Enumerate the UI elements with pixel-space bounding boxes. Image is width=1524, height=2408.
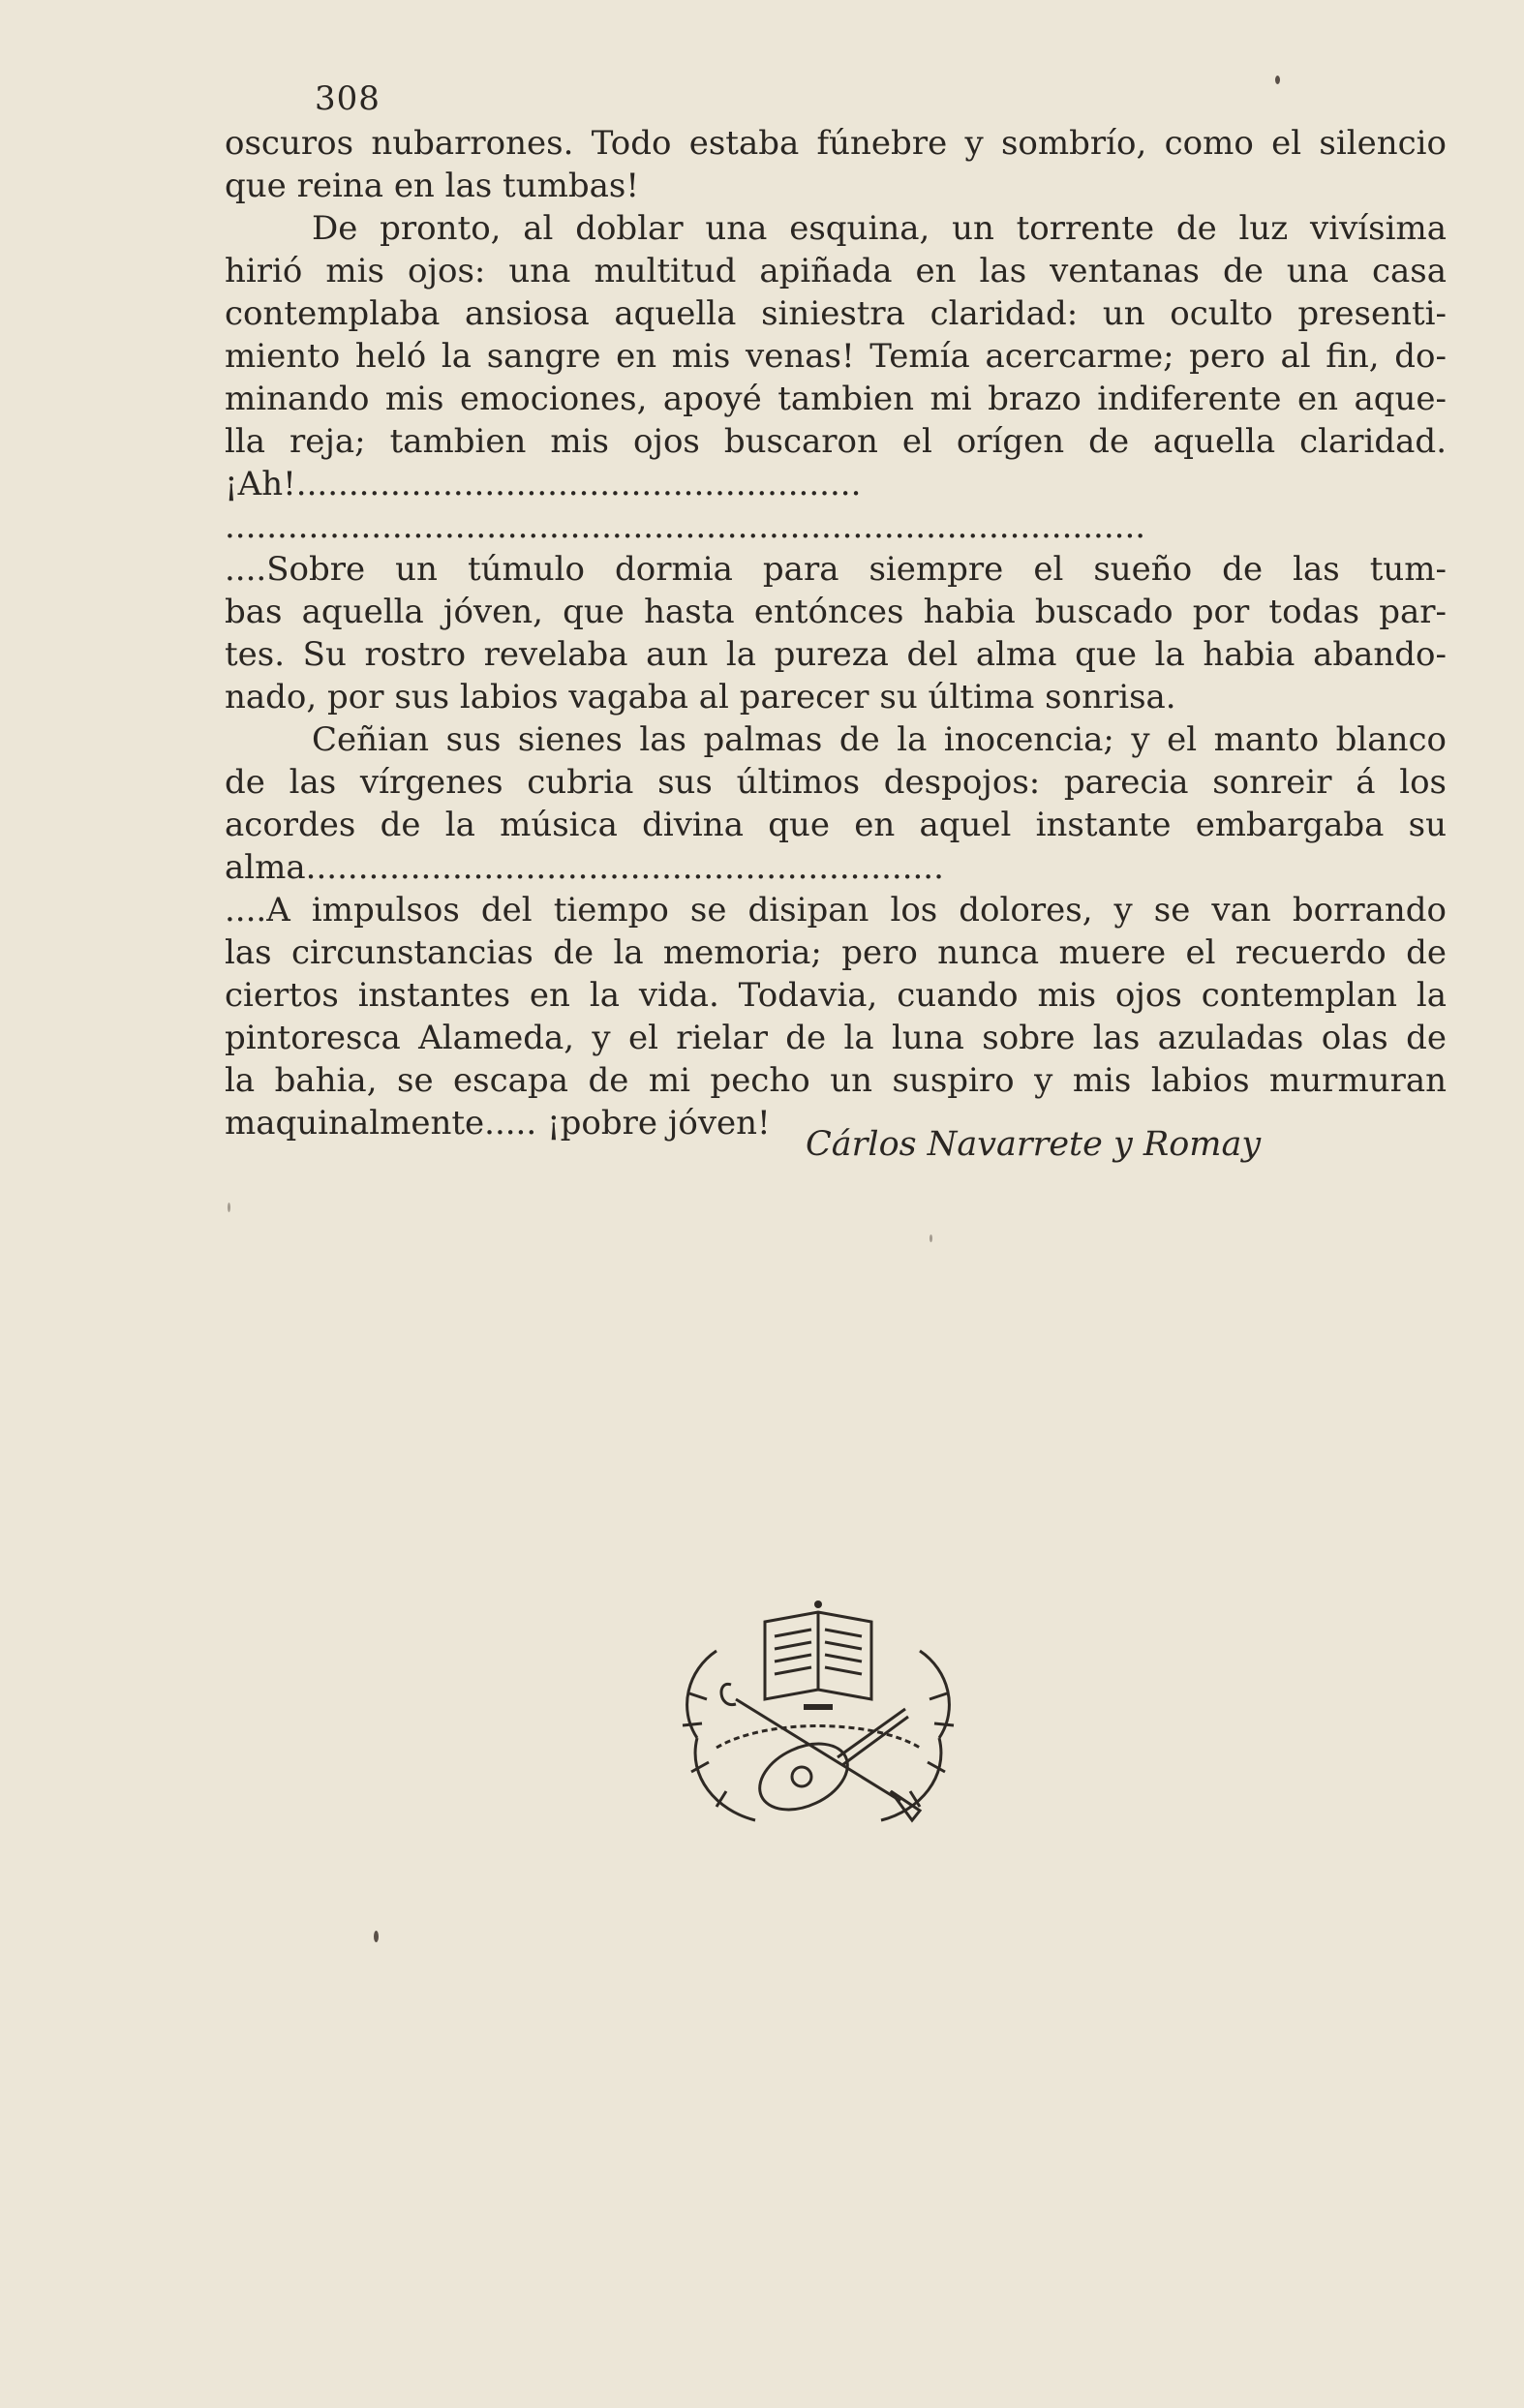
text-line: que reina en las tumbas! [225, 167, 639, 205]
paper-speck [1275, 76, 1280, 84]
paper-speck [374, 1931, 379, 1942]
text-line: ....Sobre un túmulo dormia para siempre el sueño de las tum- [225, 550, 1447, 589]
text-line: minando mis emociones, apoyé tambien mi brazo indiferente en aque- [225, 380, 1447, 418]
text-line: alma............................................................. [225, 848, 944, 887]
text-line: ¡Ah!...................................................... [225, 465, 862, 503]
text-line: oscuros nubarrones. Todo estaba fúnebre y sombrío, como el silencio [225, 124, 1447, 163]
paper-speck [930, 1234, 932, 1242]
text-line: tes. Su rostro revelaba aun la pureza del alma que la habia abando- [225, 635, 1447, 674]
text-line: acordes de la música divina que en aquel instante embargaba su [225, 806, 1447, 844]
text-line: ciertos instantes en la vida. Todavia, cuando mis ojos contemplan la [225, 976, 1447, 1015]
text-line: ....A impulsos del tiempo se disipan los dolores, y se van borrando [225, 891, 1447, 930]
text-line: contemplaba ansiosa aquella siniestra claridad: un oculto presenti- [225, 294, 1447, 333]
text-line: miento heló la sangre en mis venas! Temía acercarme; pero al fin, do- [225, 337, 1447, 376]
body-text [225, 122, 1447, 1144]
author-signature: Cárlos Navarrete y Romay [806, 1125, 1262, 1164]
text-line: bas aquella jóven, que hasta entónces habia buscado por todas par- [225, 593, 1447, 631]
text-line: maquinalmente..... ¡pobre jóven! [225, 1104, 771, 1143]
text-line: las circunstancias de la memoria; pero nunca muere el recuerdo de [225, 933, 1447, 972]
text-line: De pronto, al doblar una esquina, un torrente de luz vivísima [312, 209, 1447, 248]
text-line: de las vírgenes cubria sus últimos despojos: parecia sonreir á los [225, 763, 1447, 802]
musical-instruments-vignette-icon [658, 1593, 978, 1835]
page-number: 308 [315, 79, 381, 118]
text-line: lla reja; tambien mis ojos buscaron el orígen de aquella claridad. [225, 422, 1447, 461]
paper-speck [228, 1203, 230, 1212]
text-line: pintoresca Alameda, y el rielar de la luna sobre las azuladas olas de [225, 1019, 1447, 1057]
ellipsis-line: ........................................................................................ [225, 507, 1146, 546]
text-line: la bahia, se escapa de mi pecho un suspiro y mis labios murmuran [225, 1061, 1447, 1100]
text-line: nado, por sus labios vagaba al parecer su última sonrisa. [225, 678, 1176, 716]
text-line: hirió mis ojos: una multitud apiñada en las ventanas de una casa [225, 252, 1447, 290]
text-line: Ceñian sus sienes las palmas de la inocencia; y el manto blanco [312, 720, 1447, 759]
